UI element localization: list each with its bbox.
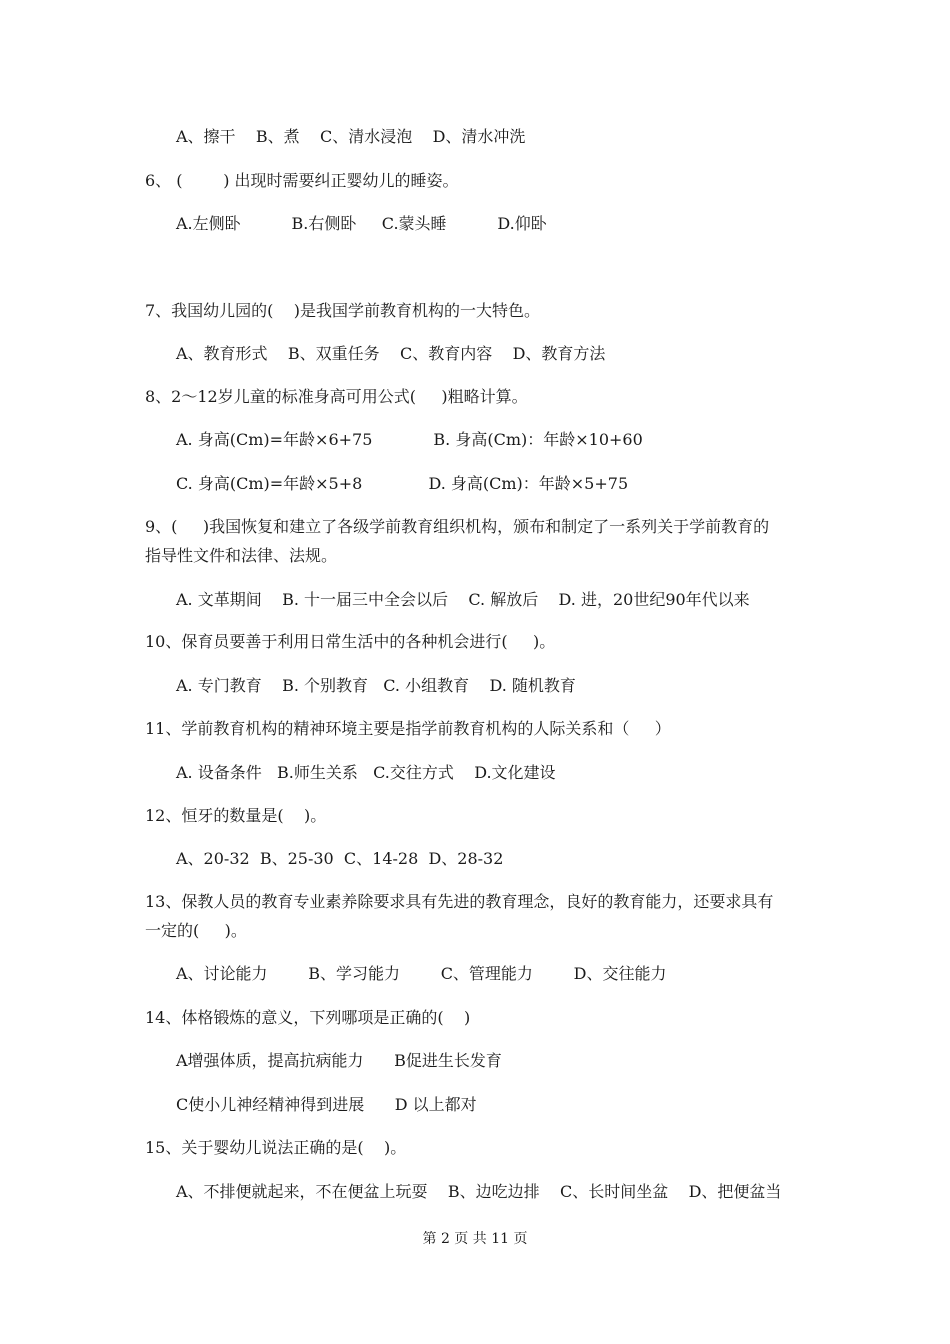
page-footer: 第 2 页 共 11 页 <box>422 1231 528 1247</box>
q9-stem-cont: 指导性文件和法律、法规。 <box>145 546 338 565</box>
q5-options: A、擦干 B、煮 C、清水浸泡 D、清水冲洗 <box>176 127 526 146</box>
q6-options: A.左侧卧 B.右侧卧 C.蒙头睡 D.仰卧 <box>176 214 547 233</box>
q13-options: A、讨论能力 B、学习能力 C、管理能力 D、交往能力 <box>176 964 667 983</box>
q7-options: A、教育形式 B、双重任务 C、教育内容 D、教育方法 <box>176 344 606 363</box>
q8-stem: 8、2～12岁儿童的标准身高可用公式( )粗略计算。 <box>145 387 528 406</box>
q13-stem: 13、保教人员的教育专业素养除要求具有先进的教育理念，良好的教育能力，还要求具有 <box>145 892 774 911</box>
q7-stem: 7、我国幼儿园的( )是我国学前教育机构的一大特色。 <box>145 301 541 320</box>
q6-stem: 6、 ( ) 出现时需要纠正婴幼儿的睡姿。 <box>145 171 459 190</box>
q8-options-cd: C. 身高(Cm)=年龄×5+8 D. 身高(Cm)：年龄×5+75 <box>176 474 629 493</box>
q10-options: A. 专门教育 B. 个别教育 C. 小组教育 D. 随机教育 <box>176 676 576 695</box>
q14-options-ab: A增强体质，提高抗病能力 B促进生长发育 <box>176 1051 502 1070</box>
q12-stem: 12、恒牙的数量是( )。 <box>145 806 327 825</box>
q15-stem: 15、关于婴幼儿说法正确的是( )。 <box>145 1138 407 1157</box>
q11-stem: 11、学前教育机构的精神环境主要是指学前教育机构的人际关系和（ ） <box>145 719 671 738</box>
q9-options: A. 文革期间 B. 十一届三中全会以后 C. 解放后 D. 进，20世纪90年代以来 <box>176 590 750 609</box>
q15-options: A、不排便就起来，不在便盆上玩耍 B、边吃边排 C、长时间坐盆 D、把便盆当 <box>176 1182 782 1201</box>
q9-stem: 9、( )我国恢复和建立了各级学前教育组织机构，颁布和制定了一系列关于学前教育的 <box>145 517 770 536</box>
q11-options: A. 设备条件 B.师生关系 C.交往方式 D.文化建设 <box>176 763 556 782</box>
q13-stem-cont: 一定的( )。 <box>145 921 247 940</box>
q8-options-ab: A. 身高(Cm)=年龄×6+75 B. 身高(Cm)：年龄×10+60 <box>176 430 643 449</box>
q10-stem: 10、保育员要善于利用日常生活中的各种机会进行( )。 <box>145 632 556 651</box>
q12-options: A、20-32 B、25-30 C、14-28 D、28-32 <box>176 849 504 868</box>
q14-options-cd: C使小儿神经精神得到进展 D 以上都对 <box>176 1095 477 1114</box>
q14-stem: 14、体格锻炼的意义，下列哪项是正确的( ) <box>145 1008 471 1027</box>
